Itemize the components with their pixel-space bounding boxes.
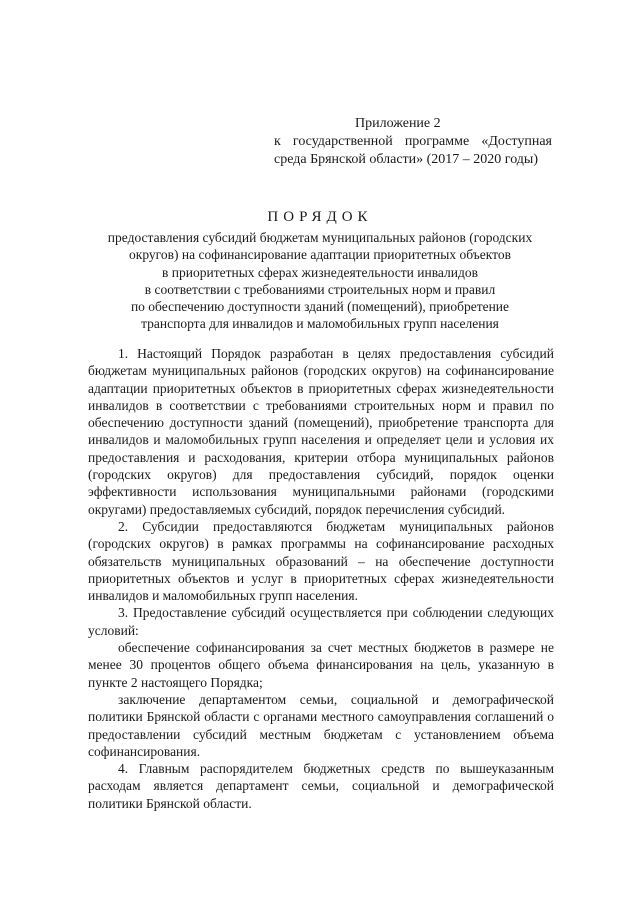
appendix-program-name: среда Брянской области» (2017 – 2020 годы) xyxy=(274,152,538,167)
appendix-number: Приложение 2 xyxy=(355,116,441,131)
paragraph-3: 3. Предоставление субсидий осуществляется при соблюдении следующих условий: xyxy=(88,605,554,638)
appendix-word: «Доступная xyxy=(481,134,552,149)
paragraph-4: 4. Главным распорядителем бюджетных средств по вышеуказанным расходам является департамент семьи, социальной и демографической политики Брянской области. xyxy=(88,761,554,811)
document-title: ПОРЯДОК xyxy=(267,209,373,225)
document-body xyxy=(88,345,554,812)
subtitle-line: транспорта для инвалидов и маломобильных групп населения xyxy=(141,316,499,332)
paragraph-2: 2. Субсидии предоставляются бюджетам муниципальных районов (городских округов) в рамках программы на софинансирование расходных обязательств муниципальных образований – на обеспечение доступности приоритетных объектов и услуг в приоритетных сферах жизнедеятельности инвалидов и маломобильных групп населения. xyxy=(88,518,554,604)
appendix-word: к xyxy=(274,134,281,149)
appendix-header xyxy=(274,115,564,169)
subtitle-line: предоставления субсидий бюджетам муниципальных районов (городских xyxy=(107,230,533,245)
subtitle-line: в приоритетных сферах жизнедеятельности инвалидов xyxy=(162,264,478,280)
appendix-word: программе xyxy=(404,134,470,149)
paragraph-1: 1. Настоящий Порядок разработан в целях предоставления субсидий бюджетам муниципальных районов (городских округов) на софинансирование адаптации приоритетных объектов в приоритетных сферах жизнедеятельности инвалидов в соответствии с требованиями строительных норм и правил по обеспечению доступности зданий (помещений), приобретение транспорта для инвалидов и маломобильных групп населения и определяет цели и условия их предоставления и расходования, критерии отбора муниципальных районов (городских округов) для предоставления субсидий, порядок оценки эффективности использования муниципальными районами (городскими округами) предоставляемых субсидий, порядок перечисления субсидий. xyxy=(88,346,554,517)
document-subtitle xyxy=(80,229,560,333)
subtitle-line: округов) на софинансирование адаптации приоритетных объектов xyxy=(129,247,511,263)
paragraph-3-condition-1: обеспечение софинансирования за счет местных бюджетов в размере не менее 30 процентов общего объема финансирования на цель, указанную в пункте 2 настоящего Порядка; xyxy=(88,640,554,690)
subtitle-line: в соответствии с требованиями строительных норм и правил xyxy=(144,281,496,297)
subtitle-line: по обеспечению доступности зданий (помещений), приобретение xyxy=(130,299,510,315)
appendix-word: государственной xyxy=(292,134,393,149)
appendix-program-line xyxy=(274,133,552,151)
paragraph-3-condition-2: заключение департаментом семьи, социальной и демографической политики Брянской области с органами местного самоуправления соглашений о предоставлении субсидий местным бюджетам с установлением объема софинансирования. xyxy=(88,691,554,759)
